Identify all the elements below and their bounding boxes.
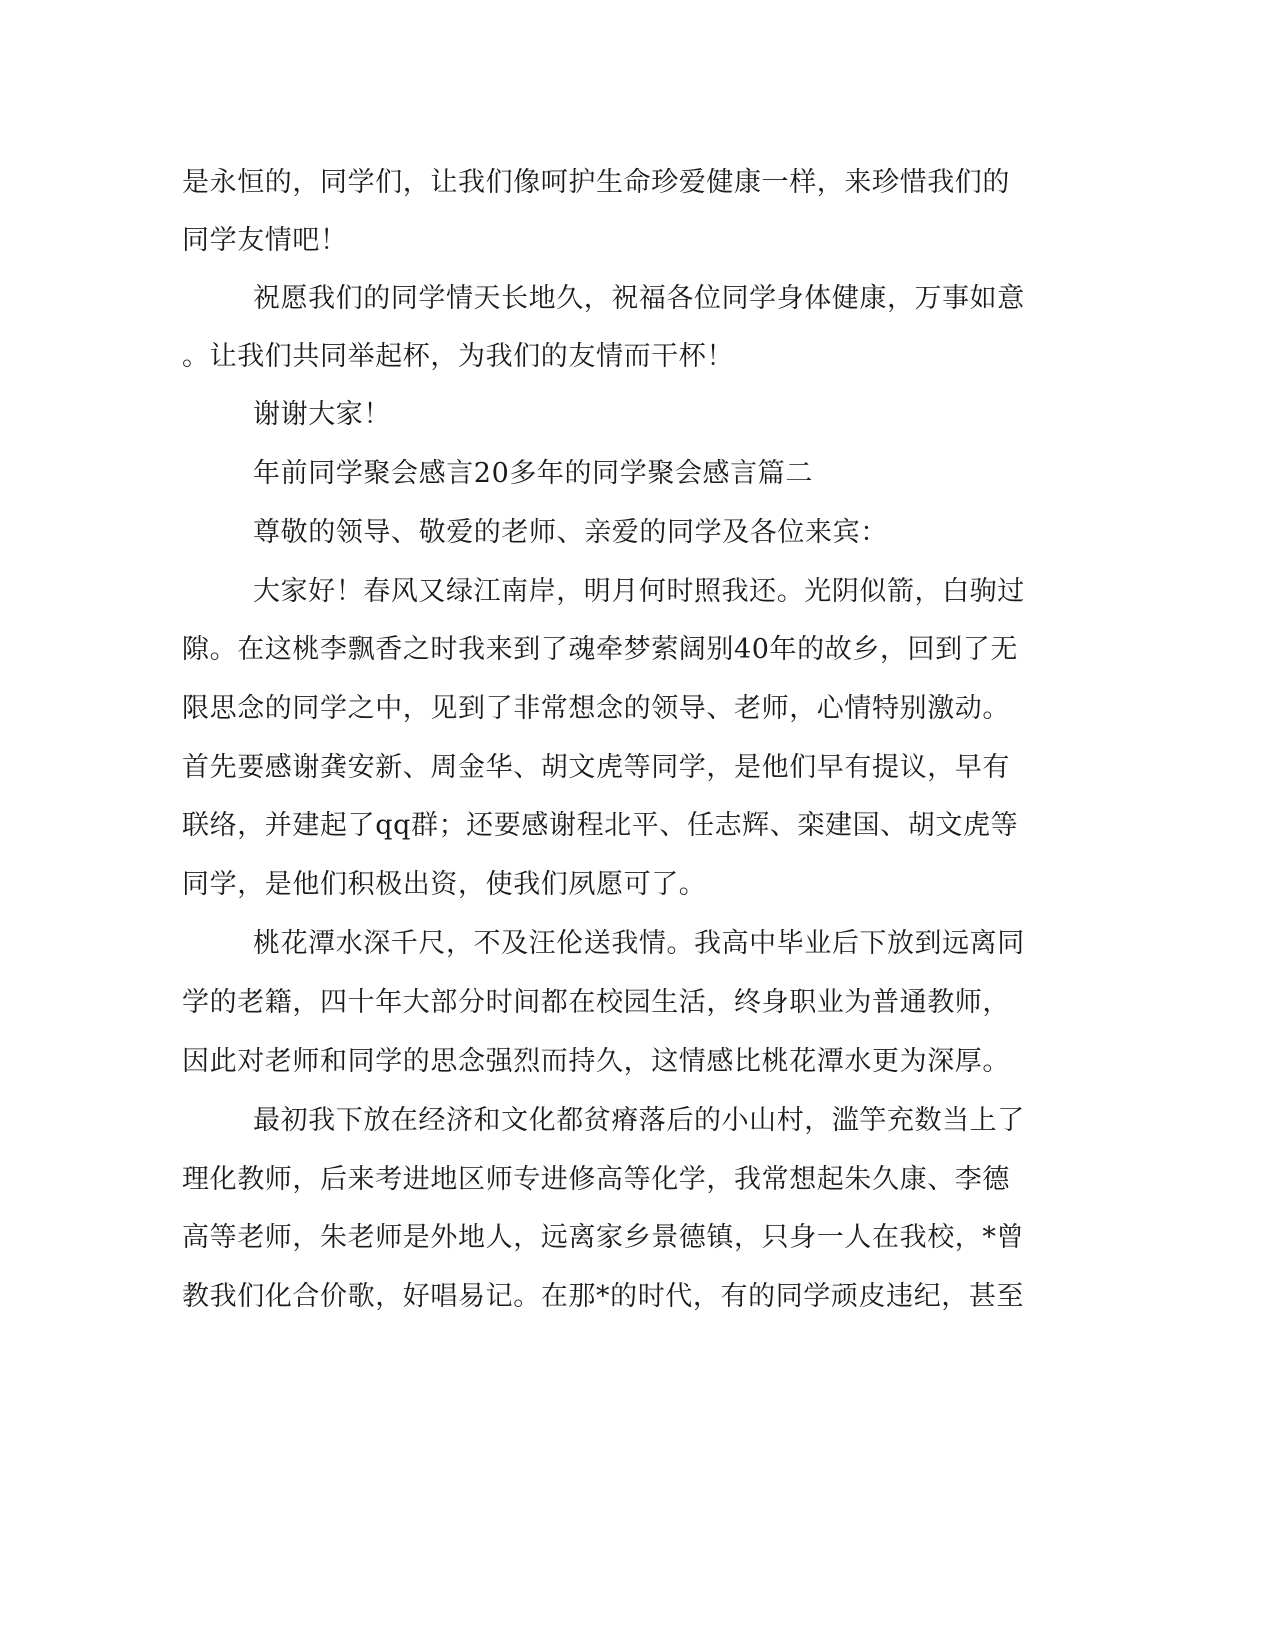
text-line: 学的老籍，四十年大部分时间都在校园生活，终身职业为普通教师， bbox=[182, 987, 1010, 1018]
text-line: 最初我下放在经济和文化都贫瘠落后的小山村，滥竽充数当上了 bbox=[253, 1105, 1025, 1136]
text-line: 祝愿我们的同学情天长地久，祝福各位同学身体健康，万事如意 bbox=[253, 283, 1025, 314]
text-line: 谢谢大家！ bbox=[253, 399, 391, 430]
text-line: 桃花潭水深千尺，不及汪伦送我情。我高中毕业后下放到远离同 bbox=[253, 928, 1025, 959]
text-line: 联络，并建起了qq群；还要感谢程北平、任志辉、栾建国、胡文虎等 bbox=[182, 810, 1019, 841]
text-line: 教我们化合价歌，好唱易记。在那*的时代，有的同学顽皮违纪，甚至 bbox=[182, 1281, 1025, 1312]
text-line: 高等老师，朱老师是外地人，远离家乡景德镇，只身一人在我校，*曾 bbox=[182, 1222, 1025, 1253]
text-line: 同学，是他们积极出资，使我们夙愿可了。 bbox=[182, 869, 707, 900]
salutation: 尊敬的领导、敬爱的老师、亲爱的同学及各位来宾： bbox=[253, 517, 888, 548]
text-line: 同学友情吧！ bbox=[182, 225, 348, 256]
text-line: 隙。在这桃李飘香之时我来到了魂牵梦萦阔别40年的故乡，回到了无 bbox=[182, 634, 1018, 665]
section-heading: 年前同学聚会感言20多年的同学聚会感言篇二 bbox=[253, 458, 813, 489]
text-line: 因此对老师和同学的思念强烈而持久，这情感比桃花潭水更为深厚。 bbox=[182, 1046, 1010, 1077]
text-line: 限思念的同学之中，见到了非常想念的领导、老师，心情特别激动。 bbox=[182, 693, 1010, 724]
text-line: 首先要感谢龚安新、周金华、胡文虎等同学，是他们早有提议，早有 bbox=[182, 752, 1010, 783]
text-line: 理化教师，后来考进地区师专进修高等化学，我常想起朱久康、李德 bbox=[182, 1164, 1010, 1195]
text-line: 。让我们共同举起杯，为我们的友情而干杯！ bbox=[182, 341, 734, 372]
text-line: 是永恒的，同学们，让我们像呵护生命珍爱健康一样，来珍惜我们的 bbox=[182, 167, 1010, 198]
text-line: 大家好！春风又绿江南岸，明月何时照我还。光阴似箭，白驹过 bbox=[253, 576, 1025, 607]
